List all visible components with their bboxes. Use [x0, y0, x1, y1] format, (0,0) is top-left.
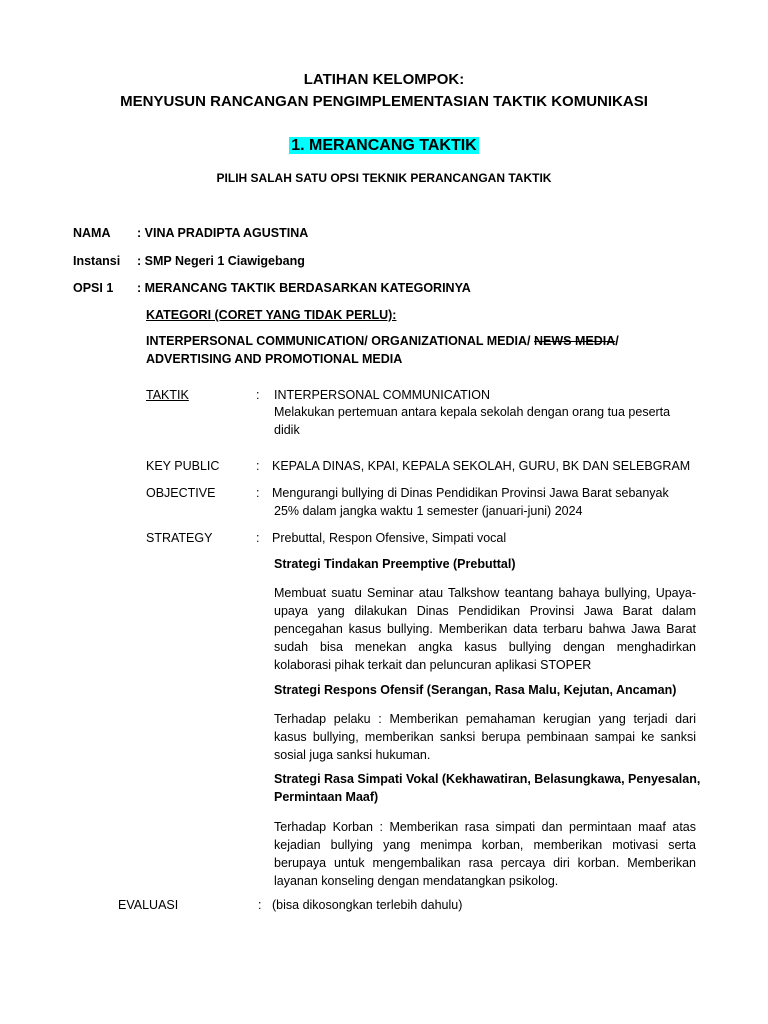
- document-title-line1: LATIHAN KELOMPOK:: [303, 71, 465, 88]
- strategy-colon: :: [256, 531, 260, 545]
- instruction-subtitle: PILIH SALAH SATU OPSI TEKNIK PERANCANGAN TAKTIK: [216, 171, 552, 185]
- strategy-label: STRATEGY: [146, 531, 213, 545]
- nama-value: : VINA PRADIPTA AGUSTINA: [137, 226, 309, 240]
- section-title: [0, 137, 768, 155]
- objective-value-line1: Mengurangi bullying di Dinas Pendidikan Provinsi Jawa Barat sebanyak: [272, 486, 669, 500]
- kategori-heading: KATEGORI (CORET YANG TIDAK PERLU):: [146, 308, 397, 322]
- evaluasi-colon: :: [258, 898, 262, 912]
- taktik-label: TAKTIK: [146, 388, 189, 402]
- opsi-value: : MERANCANG TAKTIK BERDASARKAN KATEGORINYA: [137, 281, 471, 295]
- simpati-heading-line1: Strategi Rasa Simpati Vokal (Kekhawatiran, Belasungkawa, Penyesalan,: [274, 772, 701, 786]
- kategori-line2: ADVERTISING AND PROMOTIONAL MEDIA: [146, 352, 403, 366]
- prebuttal-paragraph: Membuat suatu Seminar atau Talkshow teantang bahaya bullying, Upaya-upaya yang dilakukan Dinas Pendidikan Provinsi Jawa Barat dalam pencegahan kasus bullying. Memberikan data terbaru bahwa Jawa Barat sudah bisa menekan angka kasus bullying dengan menghadirkan kolaborasi pihak terkait dan peluncuran aplikasi STOPER: [274, 586, 696, 672]
- kategori-option-text: INTERPERSONAL COMMUNICATION/ ORGANIZATIONAL MEDIA/: [146, 334, 534, 348]
- kategori-slash: /: [615, 334, 619, 348]
- ofensif-heading: Strategi Respons Ofensif (Serangan, Rasa Malu, Kejutan, Ancaman): [274, 683, 677, 697]
- taktik-value-line2: Melakukan pertemuan antara kepala sekolah dengan orang tua peserta: [274, 405, 671, 419]
- key-public-value: KEPALA DINAS, KPAI, KEPALA SEKOLAH, GURU, BK DAN SELEBGRAM: [272, 459, 691, 473]
- objective-colon: :: [256, 486, 260, 500]
- opsi-label: OPSI 1: [73, 281, 114, 295]
- key-public-colon: :: [256, 459, 260, 473]
- taktik-value-line1: INTERPERSONAL COMMUNICATION: [274, 388, 490, 402]
- taktik-value-line3: didik: [274, 423, 300, 437]
- objective-label: OBJECTIVE: [146, 486, 216, 500]
- taktik-colon: :: [256, 388, 260, 402]
- strategy-value: Prebuttal, Respon Ofensive, Simpati vocal: [272, 531, 507, 545]
- ofensif-paragraph: Terhadap pelaku : Memberikan pemahaman kerugian yang terjadi dari kasus bullying, memberikan sanksi berupa pembinaan sampai ke sanksi sosial juga sanksi hukuman.: [274, 712, 696, 762]
- kategori-struck-option: NEWS MEDIA: [533, 334, 616, 348]
- evaluasi-value: (bisa dikosongkan terlebih dahulu): [272, 898, 463, 912]
- simpati-heading-line2: Permintaan Maaf): [274, 790, 379, 804]
- prebuttal-heading: Strategi Tindakan Preemptive (Prebuttal): [274, 557, 516, 571]
- evaluasi-label: EVALUASI: [118, 898, 179, 912]
- simpati-paragraph: Terhadap Korban : Memberikan rasa simpati dan permintaan maaf atas kejadian bullying yang menimpa korban, memberikan motivasi serta berupaya untuk mengembalikan rasa percaya diri korban. Memberikan layanan konseling dengan mendatangkan psikolog.: [274, 820, 696, 888]
- document-title-line2: MENYUSUN RANCANGAN PENGIMPLEMENTASIAN TAKTIK KOMUNIKASI: [120, 93, 648, 110]
- key-public-label: KEY PUBLIC: [146, 459, 220, 473]
- section-title-highlight: 1. MERANCANG TAKTIK: [291, 137, 477, 154]
- kategori-line1: [146, 334, 619, 348]
- instansi-value: : SMP Negeri 1 Ciawigebang: [137, 254, 305, 268]
- nama-label: NAMA: [73, 226, 111, 240]
- instansi-label: Instansi: [73, 254, 121, 268]
- objective-value-line2: 25% dalam jangka waktu 1 semester (januari-juni) 2024: [274, 504, 583, 518]
